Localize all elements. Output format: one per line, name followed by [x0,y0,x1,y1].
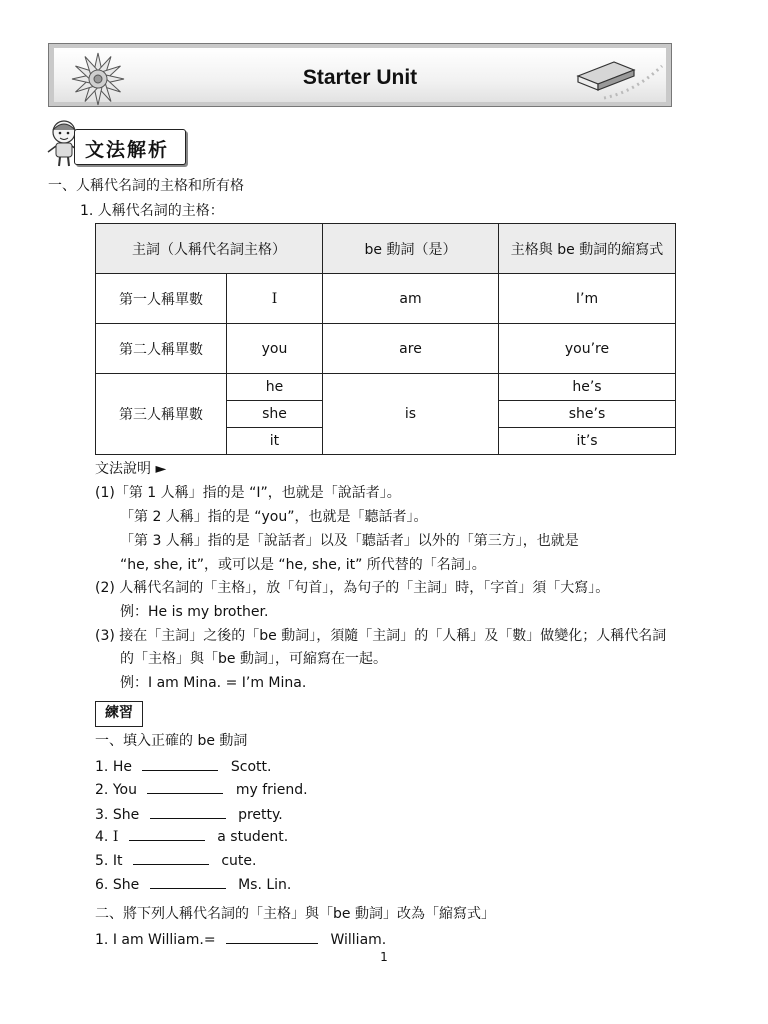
item-subject: He [112,759,132,775]
item-number: 1. [95,932,109,948]
item-rest: cute. [221,853,257,869]
exercise-item [95,850,256,870]
table-cell: he’s [499,374,676,401]
unit-title: Starter Unit [302,66,418,89]
note-line: (3) 接在「主詞」之後的「be 動詞」，須隨「主詞」的「人稱」及「數」做變化；人稱代名詞 [95,628,667,644]
exercise-item [95,756,271,776]
section-title-box [74,129,186,165]
item-subject: She [112,877,140,893]
note-line: (1)「第 1 人稱」指的是 “I”，也就是「說話者」。 [95,485,401,501]
answer-blank[interactable] [129,826,205,841]
table-cell: I’m [499,274,676,324]
item-number: 2. [95,782,109,798]
unit-banner [48,43,672,107]
practice-part2-title: 二、將下列人稱代名詞的「主格」與「be 動詞」改為「縮寫式」 [95,906,495,922]
answer-blank[interactable] [150,804,226,819]
answer-blank[interactable] [133,850,209,865]
table-cell: 第二人稱單數 [96,324,227,374]
table-header-row [96,224,676,274]
table-cell: she [227,401,323,428]
table-cell: I [227,274,323,324]
table-cell: is [323,374,499,455]
pronoun-table [95,223,676,455]
book-icon [574,54,664,102]
note-line: 的「主格」與「be 動詞」，可縮寫在一起。 [120,651,387,667]
answer-blank[interactable] [226,929,318,944]
table-cell: are [323,324,499,374]
section-title: 文法解析 [85,139,170,161]
note-line: 「第 2 人稱」指的是 “you”，也就是「聽話者」。 [120,509,428,525]
item-rest: William. [330,932,387,948]
note-line: “he, she, it”，或可以是 “he, she, it” 所代替的「名詞」。 [120,557,486,573]
item-number: 1. [95,759,109,775]
answer-blank[interactable] [147,779,223,794]
table-header-cell: 主詞（人稱代名詞主格） [96,224,323,274]
answer-blank[interactable] [142,756,218,771]
heading-subject-pronouns: 一、人稱代名詞的主格和所有格 [48,178,244,194]
table-cell: it’s [499,428,676,455]
table-cell: 第三人稱單數 [96,374,227,455]
item-rest: a student. [217,829,289,845]
table-row [96,274,676,324]
note-example: 例：He is my brother. [120,604,269,620]
notes-title: 文法說明 ► [95,461,167,477]
table-cell: you [227,324,323,374]
exercise-item [95,874,291,894]
page-number: 1 [380,950,388,964]
exercise-item [95,804,283,824]
exercise-item [95,929,386,949]
table-cell: you’re [499,324,676,374]
table-header-cell: 主格與 be 動詞的縮寫式 [499,224,676,274]
item-number: 6. [95,877,109,893]
item-subject: I [112,829,119,845]
table-cell: it [227,428,323,455]
note-line: (2) 人稱代名詞的「主格」，放「句首」，為句子的「主詞」時，「字首」須「大寫」。 [95,580,610,596]
item-prefix: I am William.= [112,932,216,948]
item-number: 3. [95,807,109,823]
table-cell: am [323,274,499,324]
item-rest: Scott. [230,759,272,775]
table-header-cell: be 動詞（是） [323,224,499,274]
item-subject: It [112,853,123,869]
exercise-item [95,826,288,846]
table-row [96,374,676,401]
subheading-nominative: 1. 人稱代名詞的主格： [80,203,224,219]
table-cell: he [227,374,323,401]
item-subject: You [112,782,137,798]
item-number: 4. [95,829,109,845]
note-example: 例：I am Mina. = I’m Mina. [120,675,307,691]
table-cell: she’s [499,401,676,428]
item-number: 5. [95,853,109,869]
table-cell: 第一人稱單數 [96,274,227,324]
answer-blank[interactable] [150,874,226,889]
table-row [96,324,676,374]
practice-part1-title: 一、填入正確的 be 動詞 [95,733,248,749]
note-line: 「第 3 人稱」指的是「說話者」以及「聽話者」以外的「第三方」，也就是 [120,533,579,549]
item-subject: She [112,807,140,823]
item-rest: pretty. [238,807,283,823]
exercise-item [95,779,308,799]
practice-label: 練習 [95,701,143,727]
item-rest: my friend. [235,782,308,798]
item-rest: Ms. Lin. [238,877,292,893]
